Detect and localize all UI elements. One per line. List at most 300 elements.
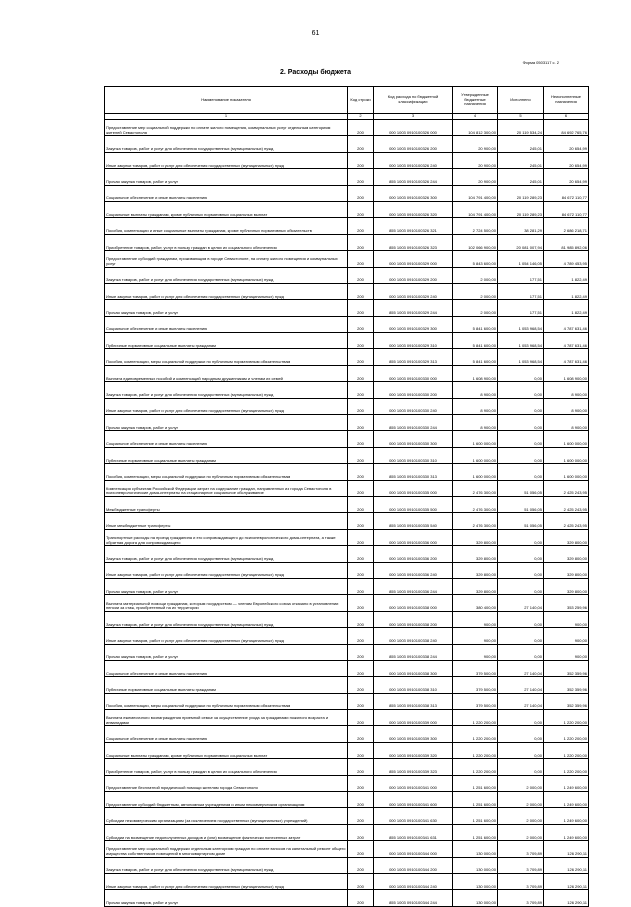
row-name: Предоставление мер социальной поддержки отдельным категориям граждан по оплате взносов на капитальный ремонт общего имущества собственников помещений в многоквартирном доме — [105, 841, 348, 857]
row-line-code: 200 — [348, 169, 374, 185]
row-executed: 51 056,05 — [498, 513, 544, 529]
table-row — [105, 726, 589, 742]
row-executed: 1 053 968,54 — [498, 333, 544, 349]
column-number: 4 — [453, 114, 498, 120]
row-executed: 177,51 — [498, 283, 544, 299]
row-executed: 20 119 289,23 — [498, 185, 544, 201]
column-number: 5 — [498, 114, 544, 120]
row-expense-code: 855 1003 0910100330 313 — [374, 464, 453, 480]
row-approved: 379 500,00 — [453, 677, 498, 693]
row-remaining: 1 822,49 — [544, 267, 589, 283]
table-row — [105, 316, 589, 332]
row-approved: 2 476 300,00 — [453, 496, 498, 512]
row-remaining: 352 359,96 — [544, 693, 589, 709]
table-row — [105, 431, 589, 447]
row-executed: 20 119 289,23 — [498, 201, 544, 217]
row-remaining: 352 359,96 — [544, 677, 589, 693]
row-line-code: 200 — [348, 759, 374, 775]
row-expense-code: 000 1003 0910100341 000 — [374, 775, 453, 791]
row-expense-code: 855 1003 0910100329 244 — [374, 300, 453, 316]
row-remaining: 8 900,00 — [544, 382, 589, 398]
row-name: Пособия, компенсации, меры социальной поддержки по публичным нормативным обязательствам — [105, 693, 348, 709]
row-name: Закупка товаров, работ и услуг для обеспечения государственных (муниципальных) нужд — [105, 136, 348, 152]
row-executed: 0,00 — [498, 562, 544, 578]
row-expense-code: 855 1003 0910100326 321 — [374, 218, 453, 234]
row-approved: 2 476 300,00 — [453, 480, 498, 496]
table-row — [105, 382, 589, 398]
row-approved: 1 608 900,00 — [453, 365, 498, 381]
row-approved: 1 220 200,00 — [453, 726, 498, 742]
row-executed: 0,00 — [498, 644, 544, 660]
table-row — [105, 644, 589, 660]
table-row — [105, 792, 589, 808]
row-line-code: 200 — [348, 660, 374, 676]
table-row — [105, 759, 589, 775]
row-name: Публичные нормативные социальные выплаты гражданам — [105, 333, 348, 349]
row-approved: 1 600 000,00 — [453, 447, 498, 463]
row-expense-code: 000 1003 0910100339 000 — [374, 710, 453, 726]
row-executed: 0,00 — [498, 710, 544, 726]
row-line-code: 200 — [348, 234, 374, 250]
row-expense-code: 000 1003 0910100330 200 — [374, 382, 453, 398]
row-expense-code: 000 1003 0910100329 200 — [374, 267, 453, 283]
row-name: Публичные нормативные социальные выплаты гражданам — [105, 447, 348, 463]
row-executed: 0,00 — [498, 447, 544, 463]
table-row — [105, 185, 589, 201]
row-name: Выплата ежемесячного вознаграждения приемной семье за осуществление ухода за гражданами пожилого возраста и инвалидами — [105, 710, 348, 726]
table-row — [105, 595, 589, 611]
row-remaining: 1 600 000,00 — [544, 464, 589, 480]
row-approved: 8 900,00 — [453, 415, 498, 431]
row-expense-code: 000 1003 0910100338 200 — [374, 611, 453, 627]
row-executed: 0,00 — [498, 431, 544, 447]
row-executed: 0,00 — [498, 398, 544, 414]
row-name: Межбюджетные трансферты — [105, 496, 348, 512]
table-row — [105, 169, 589, 185]
row-approved: 2 000,00 — [453, 300, 498, 316]
row-remaining: 2 425 243,95 — [544, 513, 589, 529]
row-executed: 27 140,04 — [498, 693, 544, 709]
row-line-code: 200 — [348, 562, 374, 578]
row-name: Социальное обеспечение и иные выплаты населению — [105, 316, 348, 332]
row-line-code: 200 — [348, 693, 374, 709]
row-executed: 177,51 — [498, 300, 544, 316]
row-remaining: 4 787 631,46 — [544, 316, 589, 332]
row-line-code: 200 — [348, 431, 374, 447]
column-number: 2 — [348, 114, 374, 120]
row-expense-code: 000 1003 0910100339 300 — [374, 726, 453, 742]
row-remaining: 900,00 — [544, 644, 589, 660]
row-remaining: 1 249 600,00 — [544, 792, 589, 808]
row-name: Субсидии некоммерческим организациям (за исключением государственных (муниципальных) учреждений) — [105, 808, 348, 824]
row-expense-code: 000 1003 0910100330 000 — [374, 365, 453, 381]
row-remaining: 1 249 600,00 — [544, 824, 589, 840]
table-row — [105, 447, 589, 463]
row-name: Иные закупки товаров, работ и услуг для обеспечения государственных (муниципальных) нужд — [105, 152, 348, 168]
row-line-code: 200 — [348, 742, 374, 758]
row-line-code: 200 — [348, 447, 374, 463]
row-remaining: 900,00 — [544, 628, 589, 644]
row-line-code: 200 — [348, 415, 374, 431]
table-row — [105, 464, 589, 480]
row-executed: 0,00 — [498, 546, 544, 562]
row-executed: 1 053 968,54 — [498, 349, 544, 365]
row-expense-code: 000 1003 0910100344 200 — [374, 857, 453, 873]
header-approved: Утвержденные бюджетные назначения — [453, 87, 498, 114]
table-row — [105, 120, 589, 136]
row-approved: 20 900,00 — [453, 136, 498, 152]
row-approved: 130 000,00 — [453, 857, 498, 873]
row-executed: 2 000,00 — [498, 808, 544, 824]
row-remaining: 1 822,49 — [544, 283, 589, 299]
table-row — [105, 251, 589, 267]
row-approved: 102 066 900,00 — [453, 234, 498, 250]
table-row — [105, 710, 589, 726]
row-approved: 8 900,00 — [453, 382, 498, 398]
row-line-code: 200 — [348, 890, 374, 906]
table-row — [105, 693, 589, 709]
row-expense-code: 000 1003 0910100330 240 — [374, 398, 453, 414]
budget-expenses-table — [104, 86, 589, 907]
row-remaining: 2 425 243,95 — [544, 496, 589, 512]
row-line-code: 200 — [348, 283, 374, 299]
row-remaining: 84 672 110,77 — [544, 185, 589, 201]
row-executed: 0,00 — [498, 415, 544, 431]
row-line-code: 200 — [348, 808, 374, 824]
budget-expenses-table-container — [104, 86, 588, 906]
row-name: Компенсация субъектам Российской Федерации затрат на содержание граждан, направленных из города Севастополя в психоневрологические дома-интернаты на стационарное социальное обслуживание — [105, 480, 348, 496]
column-number: 1 — [105, 114, 348, 120]
row-approved: 1 251 600,00 — [453, 792, 498, 808]
row-name: Прочая закупка товаров, работ и услуг — [105, 169, 348, 185]
row-line-code: 200 — [348, 218, 374, 234]
row-expense-code: 000 1003 0910100329 240 — [374, 283, 453, 299]
row-remaining: 84 692 765,76 — [544, 120, 589, 136]
row-name: Социальное обеспечение и иные выплаты населению — [105, 185, 348, 201]
row-remaining: 126 290,11 — [544, 873, 589, 889]
row-expense-code: 855 1003 0910100341 631 — [374, 824, 453, 840]
row-expense-code: 000 1003 0910100336 240 — [374, 562, 453, 578]
row-line-code: 200 — [348, 464, 374, 480]
table-row — [105, 136, 589, 152]
row-name: Иные межбюджетные трансферты — [105, 513, 348, 529]
row-line-code: 200 — [348, 152, 374, 168]
row-expense-code: 855 1003 0910100336 244 — [374, 578, 453, 594]
row-name: Предоставление субсидий бюджетным, автономным учреждениям и иным некоммерческим организациям — [105, 792, 348, 808]
row-name: Иные закупки товаров, работ и услуг для обеспечения государственных (муниципальных) нужд — [105, 873, 348, 889]
row-approved: 329 800,00 — [453, 546, 498, 562]
row-expense-code: 855 1003 0910100326 323 — [374, 234, 453, 250]
row-approved: 900,00 — [453, 611, 498, 627]
row-remaining: 20 654,99 — [544, 169, 589, 185]
row-remaining: 1 249 600,00 — [544, 775, 589, 791]
row-expense-code: 000 1003 0910100341 600 — [374, 792, 453, 808]
row-approved: 1 251 600,00 — [453, 775, 498, 791]
row-expense-code: 000 1003 0910100326 300 — [374, 185, 453, 201]
row-line-code: 200 — [348, 201, 374, 217]
row-executed: 0,00 — [498, 529, 544, 545]
row-remaining: 4 787 631,46 — [544, 349, 589, 365]
row-name: Пособия, компенсации, меры социальной поддержки по публичным нормативным обязательствам — [105, 464, 348, 480]
row-name: Выплата материальной помощи гражданам, которым государством — членам Европейского союза отказано в установлении пенсии за стаж, приобретенный на их территории — [105, 595, 348, 611]
row-line-code: 200 — [348, 398, 374, 414]
row-remaining: 1 608 900,00 — [544, 365, 589, 381]
row-name: Предоставление субсидий гражданам, проживающим в городе Севастополе, на оплату жилого помещения и коммунальных услуг — [105, 251, 348, 267]
row-approved: 1 220 200,00 — [453, 710, 498, 726]
row-line-code: 200 — [348, 300, 374, 316]
row-executed: 27 140,04 — [498, 677, 544, 693]
row-remaining: 1 249 600,00 — [544, 808, 589, 824]
row-name: Социальные выплаты гражданам, кроме публичных нормативных социальных выплат — [105, 201, 348, 217]
table-row — [105, 808, 589, 824]
column-number: 6 — [544, 114, 589, 120]
row-name: Приобретение товаров, работ, услуг в пользу граждан в целях их социального обеспечения — [105, 759, 348, 775]
row-remaining: 329 800,00 — [544, 529, 589, 545]
row-approved: 380 400,00 — [453, 595, 498, 611]
table-row — [105, 496, 589, 512]
table-row — [105, 529, 589, 545]
table-row — [105, 300, 589, 316]
row-remaining: 1 600 000,00 — [544, 447, 589, 463]
row-executed: 20 081 007,94 — [498, 234, 544, 250]
form-code: Форма 0503117 с. 2 — [522, 60, 559, 65]
row-remaining: 8 900,00 — [544, 415, 589, 431]
row-executed: 245,01 — [498, 169, 544, 185]
row-expense-code: 000 1003 0910100326 200 — [374, 136, 453, 152]
row-executed: 3 709,89 — [498, 873, 544, 889]
row-expense-code: 000 1003 0910100338 240 — [374, 628, 453, 644]
row-remaining: 352 359,96 — [544, 660, 589, 676]
row-executed: 0,00 — [498, 382, 544, 398]
row-executed: 245,01 — [498, 152, 544, 168]
table-row — [105, 628, 589, 644]
row-approved: 104 791 400,00 — [453, 185, 498, 201]
row-line-code: 200 — [348, 513, 374, 529]
row-name: Предоставление мер социальной поддержки по оплате жилого помещения, коммунальных услуг отдельным категориям жителей Севастополя — [105, 120, 348, 136]
row-remaining: 329 800,00 — [544, 578, 589, 594]
row-approved: 130 000,00 — [453, 841, 498, 857]
row-name: Прочая закупка товаров, работ и услуг — [105, 644, 348, 660]
row-approved: 379 500,00 — [453, 693, 498, 709]
row-remaining: 329 800,00 — [544, 562, 589, 578]
section-title: 2. Расходы бюджета — [280, 69, 351, 76]
row-expense-code: 000 1003 0910100344 240 — [374, 873, 453, 889]
row-expense-code: 000 1003 0910100326 240 — [374, 152, 453, 168]
row-name: Иные закупки товаров, работ и услуг для обеспечения государственных (муниципальных) нужд — [105, 562, 348, 578]
row-name: Закупка товаров, работ и услуг для обеспечения государственных (муниципальных) нужд — [105, 382, 348, 398]
table-row — [105, 562, 589, 578]
row-executed: 245,01 — [498, 136, 544, 152]
row-name: Иные закупки товаров, работ и услуг для обеспечения государственных (муниципальных) нужд — [105, 398, 348, 414]
table-row — [105, 365, 589, 381]
row-remaining: 1 220 200,00 — [544, 710, 589, 726]
row-expense-code: 855 1003 0910100338 244 — [374, 644, 453, 660]
row-executed: 1 054 146,05 — [498, 251, 544, 267]
row-name: Социальное обеспечение и иные выплаты населению — [105, 660, 348, 676]
row-approved: 5 843 600,00 — [453, 251, 498, 267]
row-approved: 329 800,00 — [453, 529, 498, 545]
row-expense-code: 000 1003 0910100326 320 — [374, 201, 453, 217]
row-remaining: 1 220 200,00 — [544, 726, 589, 742]
table-row — [105, 398, 589, 414]
row-expense-code: 855 1003 0910100338 313 — [374, 693, 453, 709]
row-line-code: 200 — [348, 316, 374, 332]
row-remaining: 329 800,00 — [544, 546, 589, 562]
table-row — [105, 611, 589, 627]
row-executed: 2 000,00 — [498, 824, 544, 840]
row-approved: 104 812 300,00 — [453, 120, 498, 136]
table-row — [105, 841, 589, 857]
row-executed: 3 709,89 — [498, 841, 544, 857]
row-line-code: 200 — [348, 267, 374, 283]
row-remaining: 1 220 200,00 — [544, 759, 589, 775]
row-approved: 1 600 000,00 — [453, 431, 498, 447]
row-approved: 900,00 — [453, 644, 498, 660]
row-line-code: 200 — [348, 644, 374, 660]
table-header-row — [105, 87, 589, 114]
row-expense-code: 000 1003 0910100339 320 — [374, 742, 453, 758]
header-expense-code: Код расхода по бюджетной классификации — [374, 87, 453, 114]
row-line-code: 200 — [348, 578, 374, 594]
row-line-code: 200 — [348, 595, 374, 611]
row-name: Прочая закупка товаров, работ и услуг — [105, 415, 348, 431]
row-expense-code: 000 1003 0910100338 000 — [374, 595, 453, 611]
row-name: Транспортные расходы на проезд гражданина и его сопровождающего до психоневрологического дома-интерната, а также обратная дорога для сопровождающего — [105, 529, 348, 545]
row-name: Закупка товаров, работ и услуг для обеспечения государственных (муниципальных) нужд — [105, 611, 348, 627]
row-remaining: 2 686 218,71 — [544, 218, 589, 234]
row-approved: 5 841 600,00 — [453, 349, 498, 365]
row-expense-code: 855 1003 0910100344 244 — [374, 890, 453, 906]
row-line-code: 200 — [348, 628, 374, 644]
row-name: Предоставление бесплатной юридической помощи жителям города Севастополя — [105, 775, 348, 791]
row-name: Субсидии на возмещение недополученных доходов и (или) возмещение фактически понесенных затрат — [105, 824, 348, 840]
row-executed: 0,00 — [498, 365, 544, 381]
row-executed: 51 056,05 — [498, 480, 544, 496]
row-approved: 8 900,00 — [453, 398, 498, 414]
row-remaining: 1 822,49 — [544, 300, 589, 316]
row-name: Закупка товаров, работ и услуг для обеспечения государственных (муниципальных) нужд — [105, 857, 348, 873]
header-remaining: Неисполненные назначения — [544, 87, 589, 114]
row-line-code: 200 — [348, 333, 374, 349]
table-row — [105, 824, 589, 840]
header-line-code: Код строки — [348, 87, 374, 114]
row-approved: 2 476 300,00 — [453, 513, 498, 529]
header-name: Наименование показателя — [105, 87, 348, 114]
row-name: Социальное обеспечение и иные выплаты населению — [105, 726, 348, 742]
row-approved: 5 841 600,00 — [453, 333, 498, 349]
table-row — [105, 660, 589, 676]
column-number: 3 — [374, 114, 453, 120]
row-approved: 329 800,00 — [453, 562, 498, 578]
table-row — [105, 349, 589, 365]
row-name: Закупка товаров, работ и услуг для обеспечения государственных (муниципальных) нужд — [105, 267, 348, 283]
row-expense-code: 855 1003 0910100326 244 — [374, 169, 453, 185]
row-remaining: 900,00 — [544, 611, 589, 627]
table-row — [105, 578, 589, 594]
table-row — [105, 857, 589, 873]
row-name: Социальные выплаты гражданам, кроме публичных нормативных социальных выплат — [105, 742, 348, 758]
row-executed: 2 000,00 — [498, 775, 544, 791]
row-expense-code: 000 1003 0910100329 300 — [374, 316, 453, 332]
row-remaining: 84 672 110,77 — [544, 201, 589, 217]
table-body — [105, 120, 589, 907]
row-executed: 51 056,05 — [498, 496, 544, 512]
row-approved: 20 900,00 — [453, 152, 498, 168]
row-executed: 20 119 534,24 — [498, 120, 544, 136]
row-remaining: 2 425 243,95 — [544, 480, 589, 496]
row-remaining: 126 290,11 — [544, 890, 589, 906]
table-row — [105, 333, 589, 349]
row-executed: 38 281,29 — [498, 218, 544, 234]
row-approved: 329 800,00 — [453, 578, 498, 594]
row-name: Выплата единовременных пособий и компенсаций народным дружинникам и членам их семей — [105, 365, 348, 381]
table-row — [105, 546, 589, 562]
table-row — [105, 742, 589, 758]
row-name: Прочая закупка товаров, работ и услуг — [105, 300, 348, 316]
row-approved: 900,00 — [453, 628, 498, 644]
row-line-code: 200 — [348, 251, 374, 267]
row-approved: 1 220 200,00 — [453, 759, 498, 775]
row-expense-code: 000 1003 0910100341 630 — [374, 808, 453, 824]
row-remaining: 126 290,11 — [544, 841, 589, 857]
row-approved: 1 600 000,00 — [453, 464, 498, 480]
table-row — [105, 890, 589, 906]
row-line-code: 200 — [348, 611, 374, 627]
row-approved: 1 220 200,00 — [453, 742, 498, 758]
row-expense-code: 000 1003 0910100330 300 — [374, 431, 453, 447]
row-remaining: 126 290,11 — [544, 857, 589, 873]
row-approved: 379 500,00 — [453, 660, 498, 676]
table-row — [105, 201, 589, 217]
row-remaining: 20 654,99 — [544, 136, 589, 152]
row-executed: 3 709,89 — [498, 857, 544, 873]
row-approved: 2 000,00 — [453, 283, 498, 299]
row-line-code: 200 — [348, 726, 374, 742]
page-number: 61 — [311, 30, 320, 37]
row-approved: 130 000,00 — [453, 890, 498, 906]
row-line-code: 200 — [348, 120, 374, 136]
table-row — [105, 267, 589, 283]
row-name: Иные закупки товаров, работ и услуг для обеспечения государственных (муниципальных) нужд — [105, 628, 348, 644]
row-executed: 0,00 — [498, 578, 544, 594]
row-expense-code: 855 1003 0910100339 323 — [374, 759, 453, 775]
row-approved: 2 724 500,00 — [453, 218, 498, 234]
row-remaining: 4 787 631,46 — [544, 333, 589, 349]
row-expense-code: 000 1003 0910100336 200 — [374, 546, 453, 562]
row-expense-code: 000 1003 0910100329 310 — [374, 333, 453, 349]
row-name: Пособия, компенсации, меры социальной поддержки по публичным нормативным обязательствам — [105, 349, 348, 365]
row-line-code: 200 — [348, 677, 374, 693]
table-row — [105, 480, 589, 496]
row-approved: 5 841 600,00 — [453, 316, 498, 332]
row-remaining: 8 900,00 — [544, 398, 589, 414]
table-row — [105, 677, 589, 693]
row-executed: 0,00 — [498, 759, 544, 775]
row-executed: 3 709,89 — [498, 890, 544, 906]
row-line-code: 200 — [348, 775, 374, 791]
row-remaining: 1 220 200,00 — [544, 742, 589, 758]
row-executed: 0,00 — [498, 742, 544, 758]
row-remaining: 1 600 000,00 — [544, 431, 589, 447]
row-line-code: 200 — [348, 857, 374, 873]
row-name: Приобретение товаров, работ, услуг в пользу граждан в целях их социального обеспечения — [105, 234, 348, 250]
row-line-code: 200 — [348, 792, 374, 808]
row-executed: 27 140,04 — [498, 660, 544, 676]
row-remaining: 81 985 892,06 — [544, 234, 589, 250]
row-expense-code: 855 1003 0910100329 313 — [374, 349, 453, 365]
row-executed: 2 000,00 — [498, 792, 544, 808]
table-row — [105, 775, 589, 791]
